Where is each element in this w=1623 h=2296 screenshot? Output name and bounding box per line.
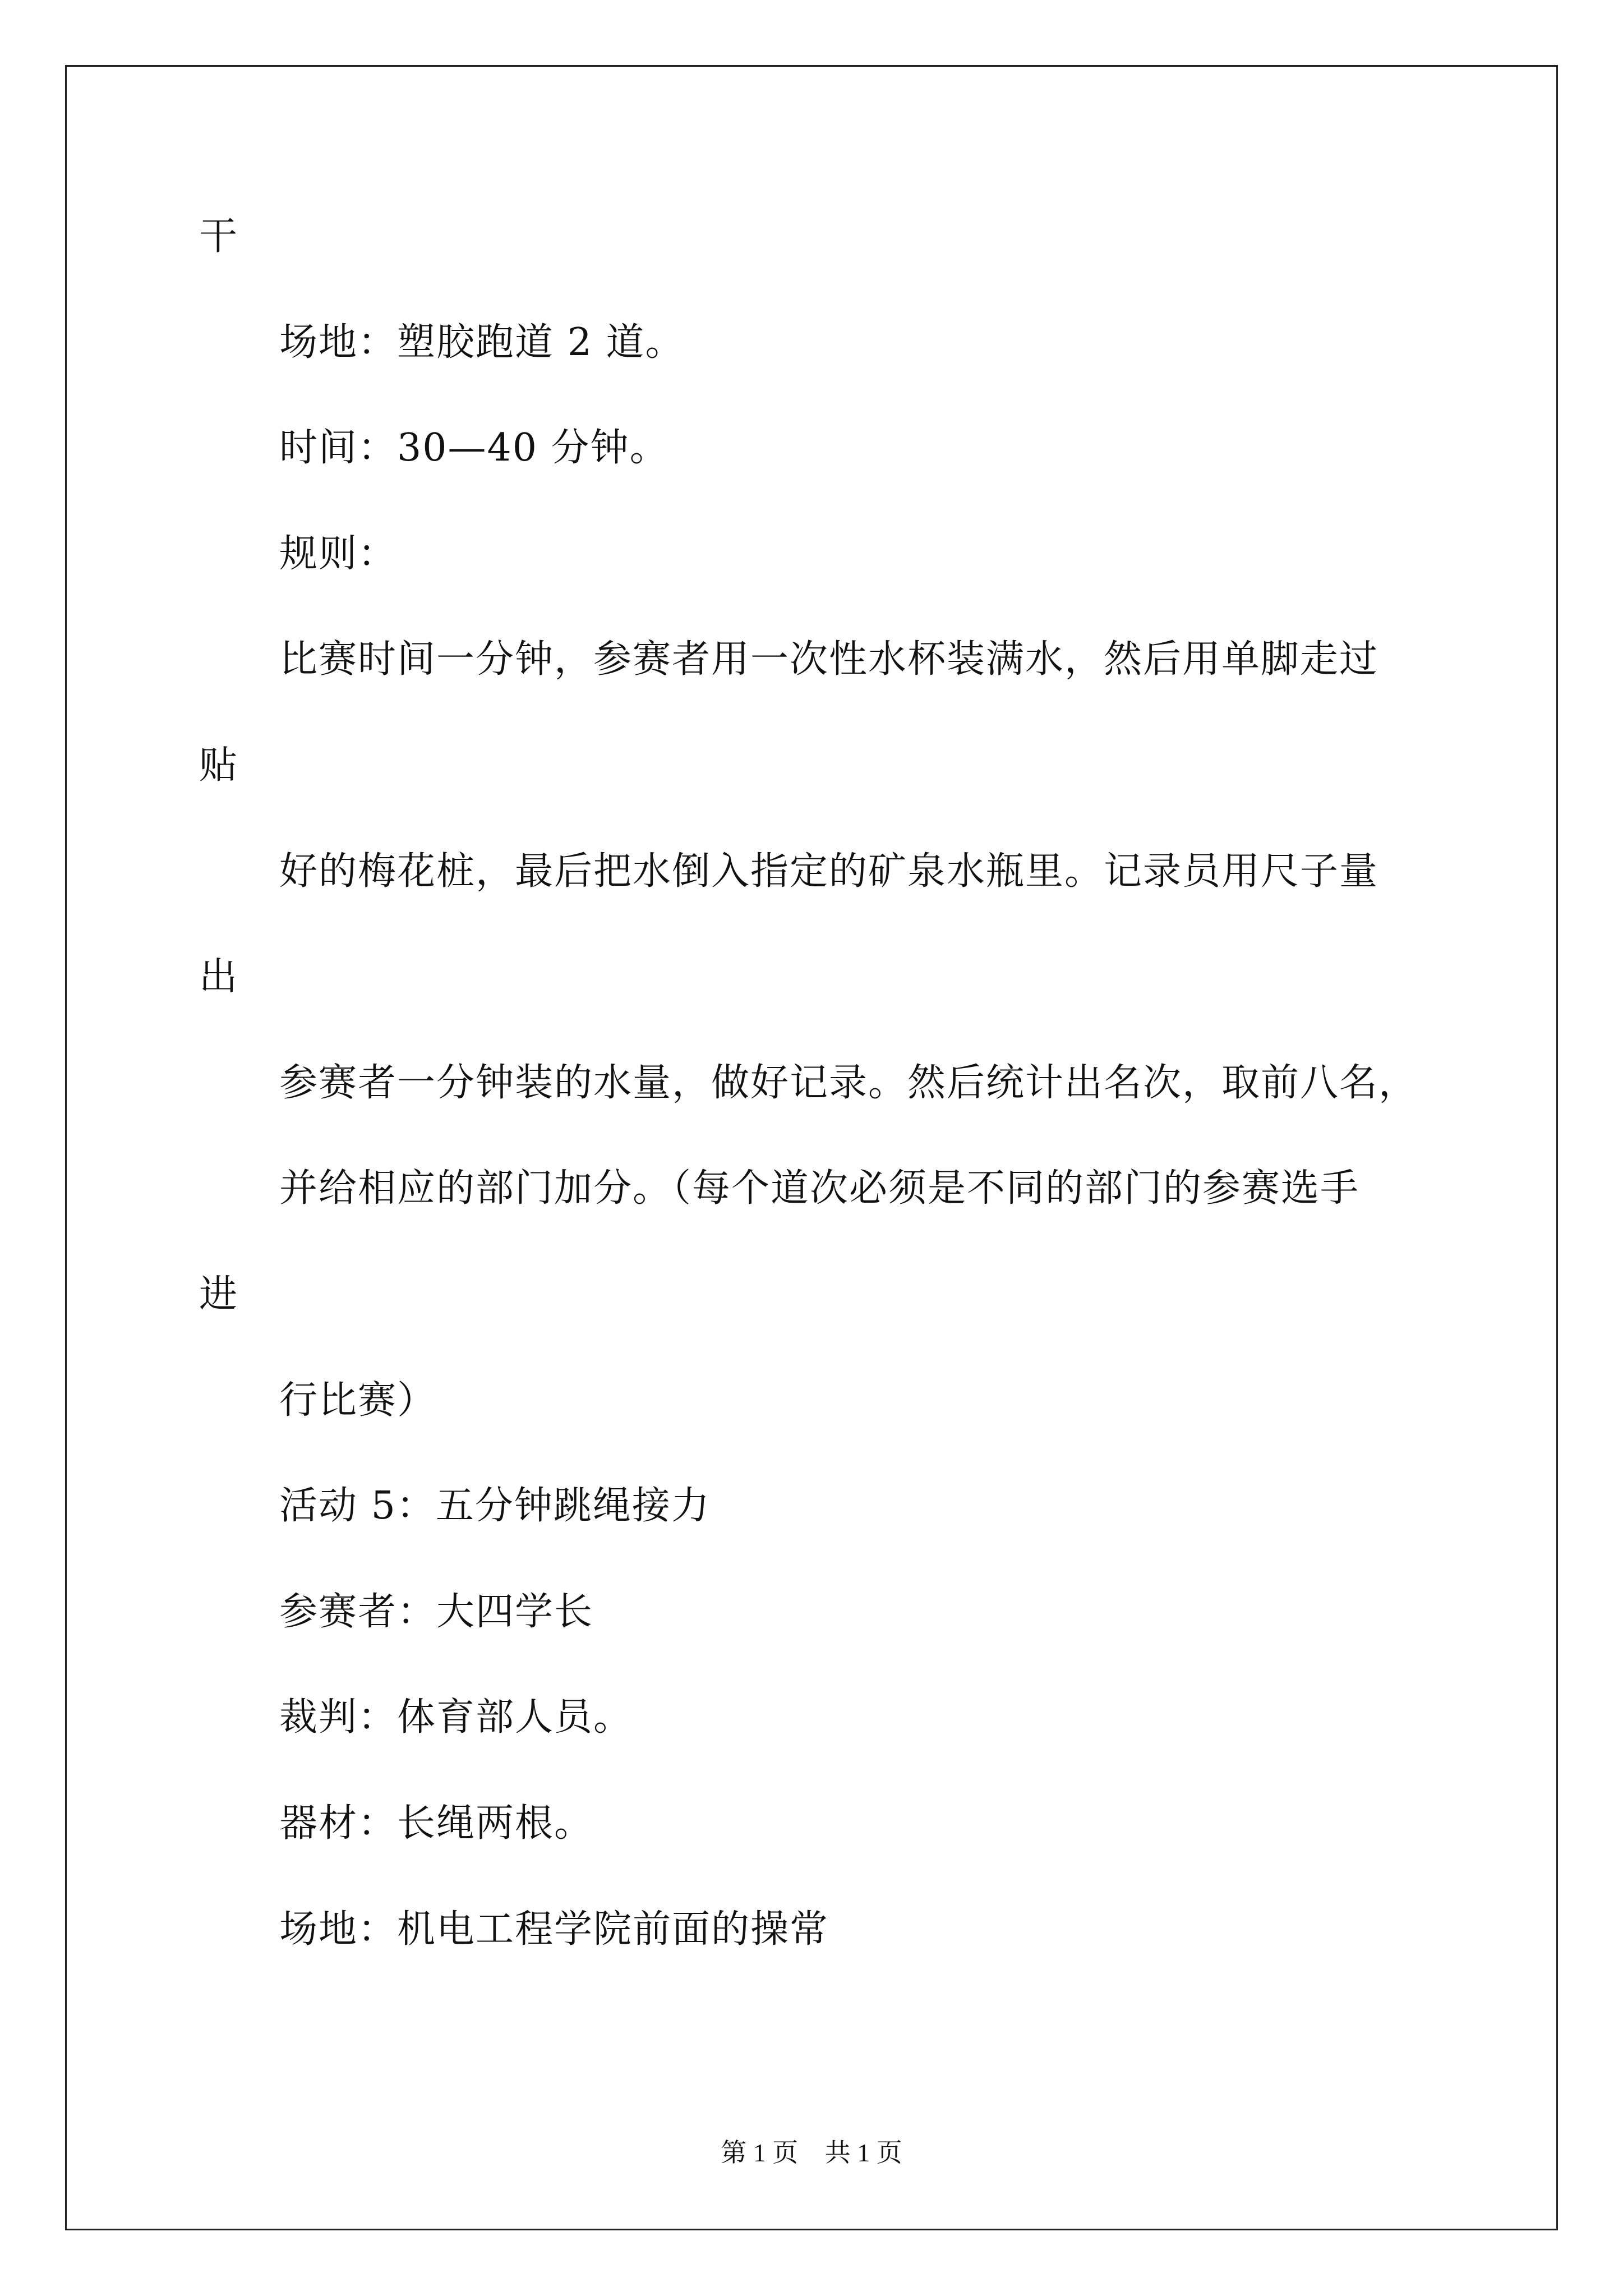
page-footer: [0, 2137, 1623, 2169]
text-line: 进: [199, 1272, 239, 1317]
text-line: 好的梅花桩，最后把水倒入指定的矿泉水瓶里。记录员用尺子量: [279, 849, 1379, 894]
text-line: 出: [199, 955, 239, 999]
text-line: 器材：长绳两根。: [279, 1801, 594, 1846]
text-line: 并给相应的部门加分。（每个道次必须是不同的部门的参赛选手: [279, 1166, 1360, 1211]
text-line: 活动 5：五分钟跳绳接力: [279, 1484, 711, 1528]
page-number-total: 共 1 页: [824, 2138, 902, 2167]
page-number-current: 第 1 页: [721, 2138, 799, 2167]
text-line: 比赛时间一分钟，参赛者用一次性水杯装满水，然后用单脚走过: [279, 637, 1379, 682]
text-line: 参赛者：大四学长: [279, 1590, 594, 1634]
text-line: 裁判：体育部人员。: [279, 1695, 633, 1740]
text-line: 贴: [199, 743, 239, 788]
text-line: 时间：30—40 分钟。: [279, 426, 669, 470]
text-line: 场地：机电工程学院前面的操常: [279, 1907, 829, 1952]
text-line: 规则：: [279, 532, 398, 576]
page-border: [65, 65, 1558, 2230]
text-line: 干: [199, 214, 239, 259]
text-line: 参赛者一分钟装的水量，做好记录。然后统计出名次，取前八名，: [279, 1061, 1418, 1105]
text-line: 行比赛）: [279, 1378, 437, 1423]
text-line: 场地：塑胶跑道 2 道。: [279, 320, 685, 365]
